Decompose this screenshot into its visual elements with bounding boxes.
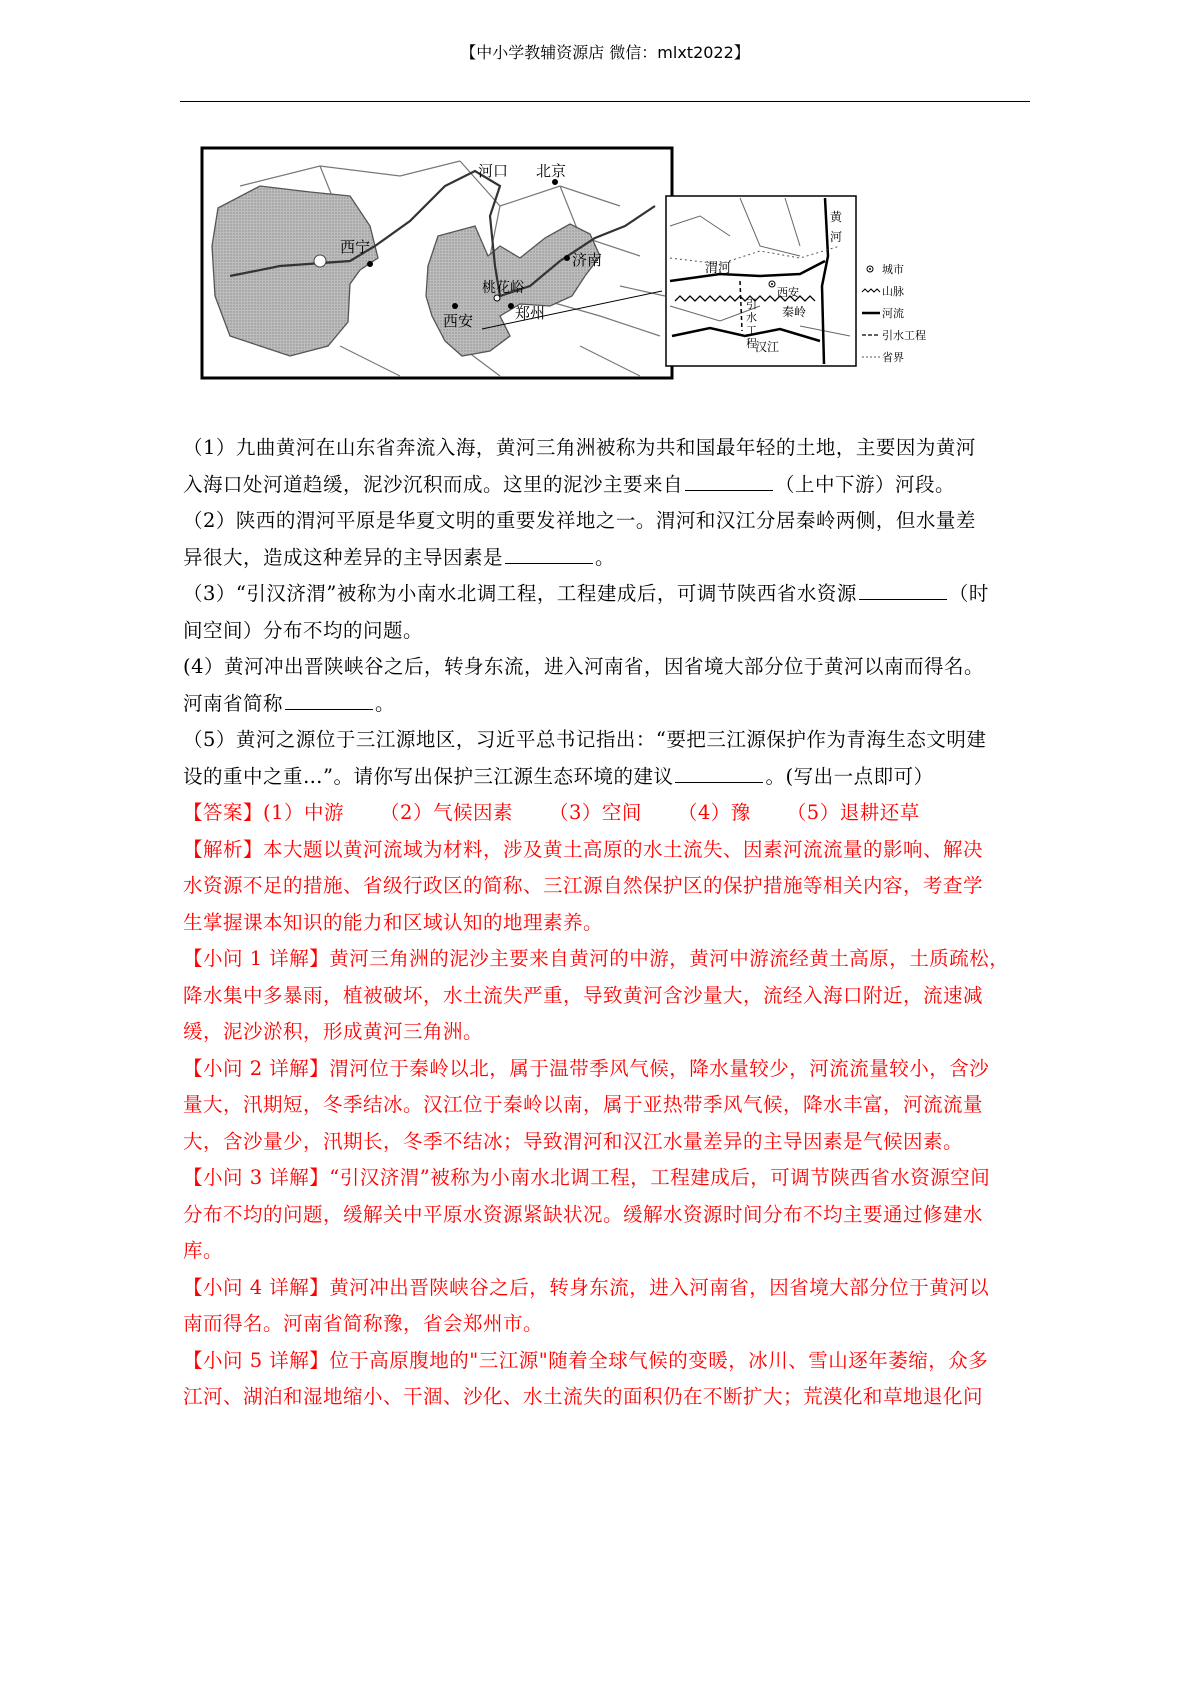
answer-blank-4[interactable] bbox=[285, 709, 373, 710]
svg-text:引: 引 bbox=[746, 298, 757, 311]
legend-river: 河流 bbox=[882, 307, 904, 320]
label-beijing: 北京 bbox=[536, 162, 567, 180]
q3-line-1: （3）“引汉济渭”被称为小南水北调工程，工程建成后，可调节陕西省水资源 （时 bbox=[183, 582, 989, 605]
detail-5-line-1: 【小问 5 详解】位于高原腹地的"三江源"随着全球气候的变暖，冰川、雪山逐年萎缩，众多 bbox=[183, 1348, 989, 1372]
detail-1-line-1: 【小问 1 详解】黄河三角洲的泥沙主要来自黄河的中游，黄河中游流经黄土高原，土质疏松， bbox=[183, 947, 1010, 970]
q3-line-2: 间空间）分布不均的问题。 bbox=[183, 618, 424, 642]
detail-2-line-3: 大，含沙量少，汛期长，冬季不结冰；导致渭河和汉江水量差异的主导因素是气候因素。 bbox=[183, 1129, 964, 1153]
main-map bbox=[202, 148, 672, 378]
city-dot-xining bbox=[367, 261, 373, 267]
question-block bbox=[183, 430, 1028, 1416]
answer-line: 【答案】(1）中游 （2）气候因素 （3）空间 （4）豫 （5）退耕还草 bbox=[183, 801, 920, 824]
q2-line-1: （2）陕西的渭河平原是华夏文明的重要发祥地之一。渭河和汉江分居秦岭两侧，但水量差 bbox=[183, 509, 976, 532]
label-jinan: 济南 bbox=[572, 251, 603, 269]
answer-blank-1[interactable] bbox=[685, 490, 773, 491]
detail-5-line-2: 江河、湖泊和湿地缩小、干涸、沙化、水土流失的面积仍在不断扩大；荒漠化和草地退化问 bbox=[183, 1385, 984, 1408]
label-hekou: 河口 bbox=[478, 162, 509, 180]
inset-label-huanghe-1: 黄 bbox=[830, 210, 843, 224]
city-dot-xian bbox=[452, 303, 458, 309]
yellow-river-map-figure bbox=[200, 146, 1010, 416]
q1-line-2: 入海口处河道趋缓，泥沙沉积而成。这里的泥沙主要来自 （上中下游）河段。 bbox=[183, 472, 956, 496]
city-dot-jinan bbox=[564, 255, 570, 261]
q4-line-1: (4）黄河冲出晋陕峡谷之后，转身东流，进入河南省，因省境大部分位于黄河以南而得名。 bbox=[183, 655, 985, 678]
q5-line-2: 设的重中之重…”。请你写出保护三江源生态环境的建议 。(写出一点即可） bbox=[183, 764, 934, 788]
q2-line-2: 异很大，造成这种差异的主导因素是 。 bbox=[183, 545, 616, 569]
inset-label-hanjiang: 汉江 bbox=[755, 340, 780, 354]
inset-map bbox=[666, 196, 856, 366]
legend-city: 城市 bbox=[882, 263, 904, 276]
label-taohuayu: 桃花峪 bbox=[482, 280, 524, 296]
legend-diversion: 引水工程 bbox=[882, 329, 926, 342]
analysis-line-1: 【解析】本大题以黄河流域为材料，涉及黄土高原的水土流失、因素河流流量的影响、解决 bbox=[183, 837, 984, 861]
detail-4-line-1: 【小问 4 详解】黄河冲出晋陕峡谷之后，转身东流，进入河南省，因省境大部分位于黄河以 bbox=[183, 1275, 990, 1299]
inset-label-weihe: 渭河 bbox=[705, 261, 732, 276]
inset-label-xian: 西安 bbox=[777, 286, 799, 299]
q5-line-1: （5）黄河之源位于三江源地区，习近平总书记指出：“要把三江源保护作为青海生态文明建 bbox=[183, 728, 987, 751]
q1-line-1: （1）九曲黄河在山东省奔流入海，黄河三角洲被称为共和国最年轻的土地，主要因为黄河 bbox=[183, 436, 976, 459]
detail-3-line-1: 【小问 3 详解】“引汉济渭”被称为小南水北调工程，工程建成后，可调节陕西省水资源空间 bbox=[183, 1166, 991, 1189]
detail-3-line-3: 库。 bbox=[183, 1239, 224, 1262]
answer-blank-2[interactable] bbox=[505, 563, 593, 564]
inset-label-huanghe-2: 河 bbox=[830, 230, 843, 244]
svg-text:水: 水 bbox=[746, 311, 757, 324]
detail-2-line-1: 【小问 2 详解】渭河位于秦岭以北，属于温带季风气候，降水量较少，河流流量较小，含沙 bbox=[183, 1056, 990, 1080]
label-xian: 西安 bbox=[443, 312, 474, 330]
legend-boundary: 省界 bbox=[882, 351, 904, 364]
detail-2-line-2: 量大，汛期短，冬季结冰。汉江位于秦岭以南，属于亚热带季风气候，降水丰富，河流流量 bbox=[183, 1093, 984, 1116]
q4-line-2: 河南省简称 。 bbox=[183, 691, 396, 715]
detail-3-line-2: 分布不均的问题，缓解关中平原水资源紧缺状况。缓解水资源时间分布不均主要通过修建水 bbox=[183, 1202, 984, 1226]
city-dot-zhengzhou bbox=[508, 303, 514, 309]
detail-1-line-2: 降水集中多暴雨，植被破坏，水土流失严重，导致黄河含沙量大，流经入海口附近，流速减 bbox=[183, 983, 984, 1007]
label-zhengzhou: 郑州 bbox=[515, 304, 546, 322]
map-legend bbox=[862, 263, 926, 364]
label-xining: 西宁 bbox=[340, 238, 371, 256]
svg-text:工: 工 bbox=[746, 324, 757, 337]
page-header: 【中小学教辅资源店 微信：mlxt2022】 bbox=[460, 43, 750, 62]
analysis-line-3: 生掌握课本知识的能力和区域认知的地理素养。 bbox=[183, 910, 604, 934]
answer-blank-3[interactable] bbox=[859, 599, 947, 600]
detail-4-line-2: 南而得名。河南省简称豫，省会郑州市。 bbox=[183, 1312, 544, 1335]
inset-label-qinling: 秦岭 bbox=[782, 305, 807, 319]
legend-mountain: 山脉 bbox=[882, 285, 904, 298]
header-rule bbox=[180, 101, 1030, 102]
analysis-line-2: 水资源不足的措施、省级行政区的简称、三江源自然保护区的保护措施等相关内容，考查学 bbox=[183, 874, 984, 897]
detail-1-line-3: 缓，泥沙淤积，形成黄河三角洲。 bbox=[183, 1020, 484, 1043]
answer-blank-5[interactable] bbox=[675, 782, 763, 783]
svg-text:程: 程 bbox=[746, 337, 757, 350]
